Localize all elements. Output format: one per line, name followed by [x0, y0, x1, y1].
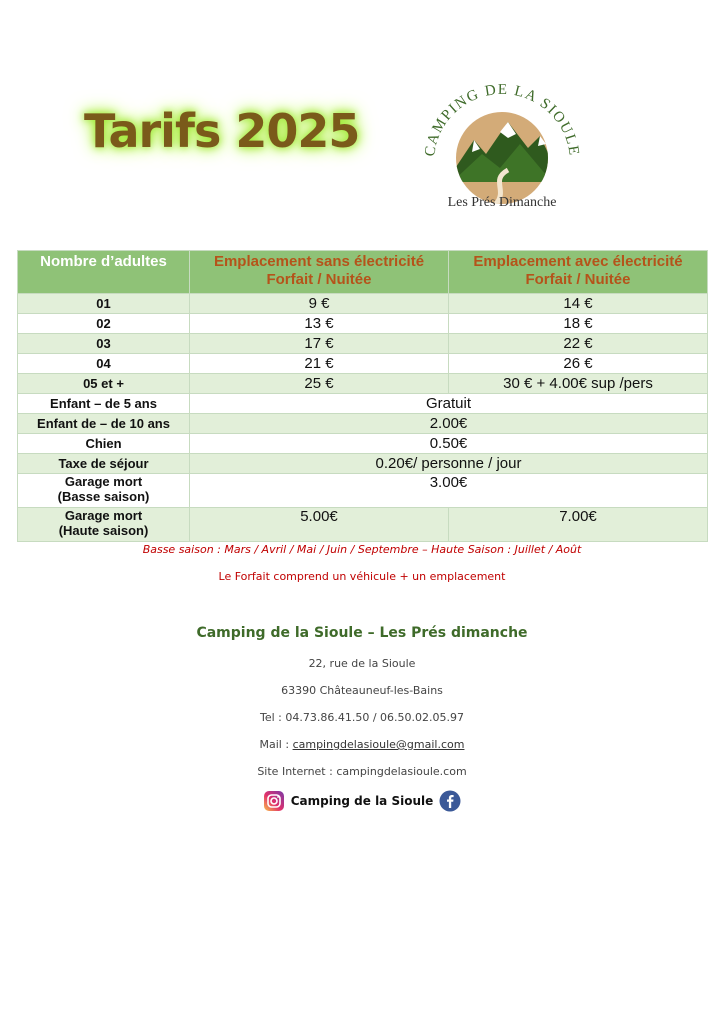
- table-row: [18, 454, 708, 474]
- header-with-electricity-line2: Forfait / Nuitée: [525, 271, 631, 288]
- price-with: 14 €: [449, 294, 708, 314]
- facebook-icon[interactable]: [439, 790, 461, 812]
- social-name: Camping de la Sioule: [290, 794, 434, 808]
- page-title: Tarifs 2025: [84, 104, 360, 158]
- price-with: 22 €: [449, 334, 708, 354]
- forfait-note: Le Forfait comprend un véhicule + un emplacement: [218, 570, 506, 583]
- price-value: 2.00€: [190, 414, 708, 434]
- table-row: [18, 474, 708, 508]
- season-note: Basse saison : Mars / Avril / Mai / Juin / Septembre – Haute Saison : Juillet / Août: [142, 543, 582, 556]
- row-label: 05 et +: [18, 374, 190, 394]
- row-label: 01: [18, 294, 190, 314]
- table-row: [18, 508, 708, 542]
- header-with-electricity: [449, 251, 708, 294]
- row-label: Chien: [18, 434, 190, 454]
- contact-name: Camping de la Sioule – Les Prés dimanche: [196, 625, 528, 641]
- table-row: [18, 394, 708, 414]
- social-links: [0, 790, 724, 812]
- header-without-electricity-line1: Emplacement sans électricité: [213, 253, 425, 270]
- price-without: 17 €: [190, 334, 449, 354]
- price-value: 3.00€: [190, 474, 708, 508]
- row-label-line2: (Haute saison): [58, 523, 149, 538]
- price-with: 26 €: [449, 354, 708, 374]
- row-label: [18, 474, 190, 508]
- price-value: 0.20€/ personne / jour: [190, 454, 708, 474]
- table-header-row: [18, 251, 708, 294]
- row-label: Enfant – de 5 ans: [18, 394, 190, 414]
- header-adults: Nombre d’adultes: [18, 251, 190, 294]
- logo-subtitle: Les Prés Dimanche: [447, 195, 557, 210]
- row-label: Taxe de séjour: [18, 454, 190, 474]
- instagram-icon[interactable]: [263, 790, 285, 812]
- price-without: 21 €: [190, 354, 449, 374]
- price-with: 18 €: [449, 314, 708, 334]
- row-label: Enfant de – de 10 ans: [18, 414, 190, 434]
- table-row: [18, 314, 708, 334]
- price-value: Gratuit: [190, 394, 708, 414]
- price-table: [17, 250, 708, 542]
- price-without: 13 €: [190, 314, 449, 334]
- row-label-line2: (Basse saison): [57, 489, 150, 504]
- row-label-line1: Garage mort: [64, 474, 143, 489]
- header-with-electricity-line1: Emplacement avec électricité: [473, 253, 683, 270]
- header-without-electricity: [190, 251, 449, 294]
- price-value: 0.50€: [190, 434, 708, 454]
- row-label: [18, 508, 190, 542]
- contact-street: 22, rue de la Sioule: [308, 657, 416, 670]
- header-without-electricity-line2: Forfait / Nuitée: [266, 271, 372, 288]
- contact-city: 63390 Châteauneuf-les-Bains: [281, 684, 443, 697]
- row-label: 02: [18, 314, 190, 334]
- row-label: 03: [18, 334, 190, 354]
- contact-phone: Tel : 04.73.86.41.50 / 06.50.02.05.97: [259, 711, 464, 724]
- table-row: [18, 354, 708, 374]
- price-with: 30 € + 4.00€ sup /pers: [449, 374, 708, 394]
- contact-website: Site Internet : campingdelasioule.com: [257, 765, 467, 778]
- row-label: 04: [18, 354, 190, 374]
- mail-link[interactable]: campingdelasioule@gmail.com: [292, 738, 465, 751]
- price-without: 5.00€: [190, 508, 449, 542]
- table-row: [18, 374, 708, 394]
- row-label-line1: Garage mort: [64, 508, 143, 523]
- table-row: [18, 334, 708, 354]
- price-without: 25 €: [190, 374, 449, 394]
- logo-arc-text: CAMPING DE LA SIOULE: [422, 82, 582, 158]
- price-with: 7.00€: [449, 508, 708, 542]
- contact-mail-line: [0, 738, 724, 751]
- mail-label: Mail :: [259, 738, 293, 751]
- table-row: [18, 294, 708, 314]
- table-row: [18, 434, 708, 454]
- price-without: 9 €: [190, 294, 449, 314]
- table-row: [18, 414, 708, 434]
